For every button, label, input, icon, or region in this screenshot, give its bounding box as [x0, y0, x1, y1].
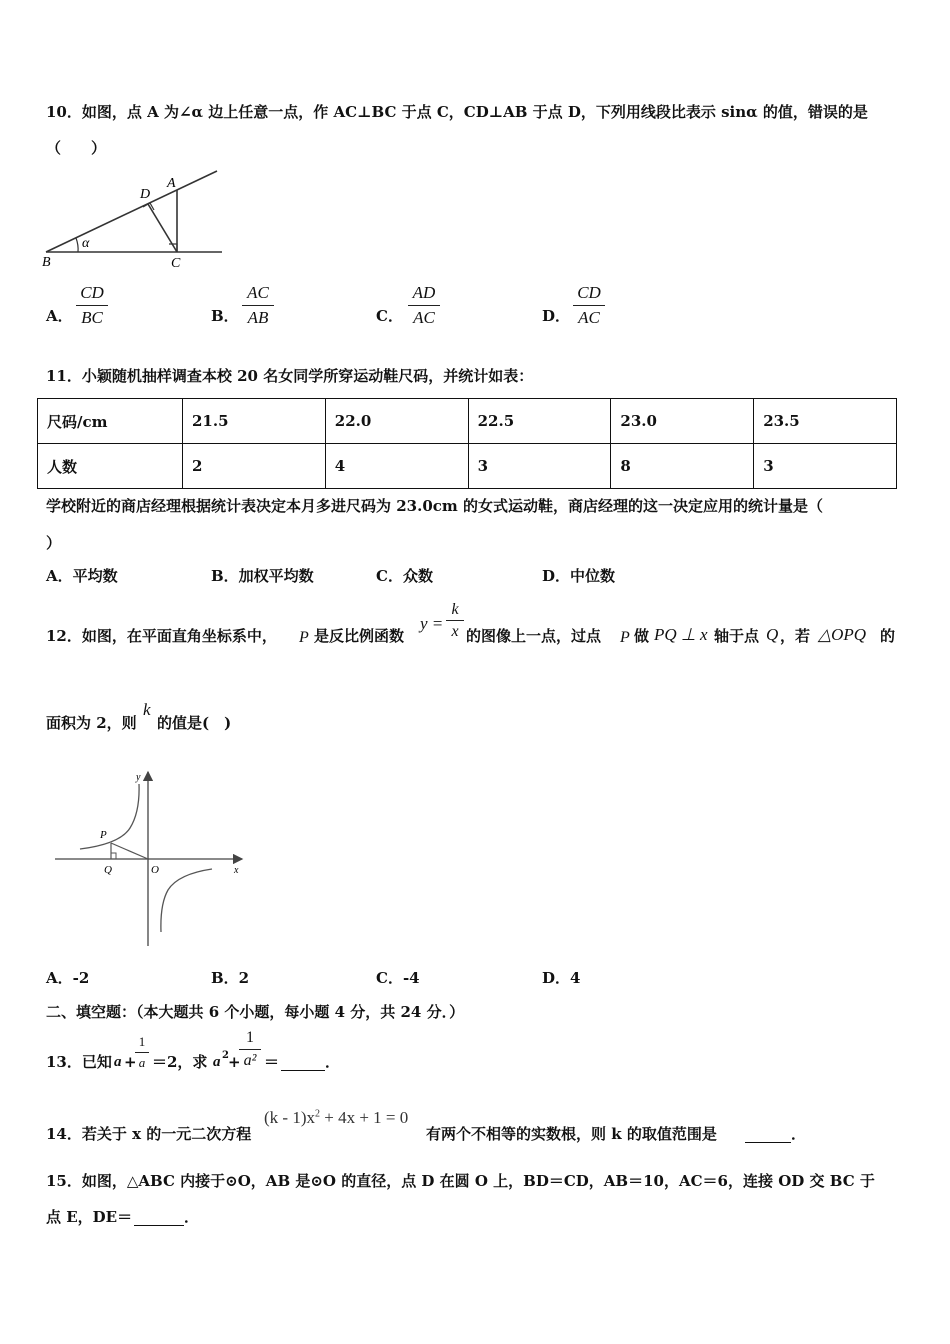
section-2-heading: 二、填空题：（本大题共 6 个小题，每小题 4 分，共 24 分．） — [46, 1003, 465, 1021]
q11-stem: 11．小颖随机抽样调查本校 20 名女同学所穿运动鞋尺码，并统计如表： — [46, 367, 534, 385]
q12-func-fraction — [446, 600, 464, 641]
q12-line2-b: 的值是( ) — [157, 714, 232, 732]
q11-option-a: A．平均数 — [46, 567, 118, 585]
q11-after-line2: ） — [46, 534, 62, 552]
q12-p2: P — [620, 629, 630, 646]
q10-option-d-fraction — [573, 282, 605, 329]
q10-label-a: A — [167, 176, 176, 191]
q14-eq-b: + 4x + 1 = 0 — [319, 1108, 409, 1127]
table-cell: 21.5 — [183, 399, 326, 444]
q14-equation — [264, 1108, 408, 1128]
q12-triangle: △OPQ — [818, 625, 867, 644]
table-cell: 尺码/cm — [38, 399, 183, 444]
q10-option-a-den: BC — [81, 308, 103, 327]
q13-f1-den: a — [138, 1055, 146, 1070]
table-row-size — [38, 399, 897, 444]
q12-label-p: P — [100, 829, 107, 841]
q10-option-d-den: AC — [578, 308, 600, 327]
q13-plus: + — [124, 1053, 137, 1071]
q12-label-o: O — [151, 864, 159, 876]
q12-stem-a: 12．如图，在平面直角坐标系中， — [46, 627, 277, 645]
q13-fraction-2 — [239, 1028, 261, 1071]
q10-option-d-letter: D． — [542, 307, 571, 325]
q10-label-d: D — [140, 187, 151, 202]
q12-option-c: C．-4 — [376, 969, 420, 987]
q12-stem-c: 的图像上一点，过点 — [466, 627, 602, 645]
q10-label-c: C — [171, 256, 181, 271]
q12-stem-f: ，若 — [780, 627, 811, 645]
table-cell: 4 — [325, 444, 468, 489]
table-cell: 22.5 — [468, 399, 611, 444]
q14-prefix: 14．若关于 x 的一元二次方程 — [46, 1125, 252, 1143]
q11-after-line1: 学校附近的商店经理根据统计表决定本月多进尺码为 23.0cm 的女式运动鞋，商店经理的这一决定应用的统计量是（ — [46, 497, 823, 515]
q13-plus2: + — [228, 1053, 241, 1071]
q10-option-c-num: AD — [412, 283, 436, 302]
q10-option-b-num: AC — [247, 283, 269, 302]
q13-a1: a — [114, 1054, 122, 1070]
q12-stem-b: 是反比例函数 — [314, 627, 405, 645]
q12-k: k — [143, 700, 151, 719]
q13-answer-blank[interactable] — [281, 1056, 325, 1071]
q11-option-d: D．中位数 — [542, 567, 616, 585]
q12-p1: P — [299, 629, 309, 646]
q10-option-a-fraction — [76, 282, 108, 329]
q12-label-x: x — [234, 865, 239, 876]
q14-answer-blank[interactable] — [745, 1128, 791, 1143]
q10-option-a-num: CD — [80, 283, 104, 302]
q10-option-c-den: AC — [413, 308, 435, 327]
q11-option-b: B．加权平均数 — [211, 567, 314, 585]
table-cell: 3 — [468, 444, 611, 489]
table-cell: 22.0 — [325, 399, 468, 444]
q12-stem-d: 做 — [634, 627, 650, 645]
q14-suffix: 有两个不相等的实数根，则 k 的取值范围是 — [426, 1125, 717, 1143]
q13-mid: ＝2，求 — [152, 1053, 208, 1071]
q15-line2-a: 点 E，DE＝ — [46, 1208, 133, 1226]
q13-f2-den: a² — [243, 1052, 257, 1069]
q14-end: ． — [791, 1125, 807, 1143]
q10-option-b-letter: B． — [211, 307, 239, 325]
q12-option-a: A．-2 — [46, 969, 90, 987]
q12-stem-e: 轴于点 — [714, 627, 760, 645]
q13-a2: a — [213, 1054, 221, 1070]
table-cell: 23.5 — [754, 399, 897, 444]
q15-answer-blank[interactable] — [134, 1211, 184, 1226]
q10-option-d-num: CD — [577, 283, 601, 302]
q12-label-y: y — [136, 772, 141, 783]
q10-label-alpha: α — [82, 236, 90, 251]
q13-end: ． — [325, 1053, 341, 1071]
q15-line2-b: ． — [184, 1208, 200, 1226]
q10-option-b-fraction — [242, 282, 274, 329]
q12-pq: PQ ⊥ x — [654, 625, 708, 644]
q10-option-a-letter: A． — [46, 307, 73, 325]
table-cell: 3 — [754, 444, 897, 489]
q11-option-c: C．众数 — [376, 567, 433, 585]
q10-stem-line1: 10．如图，点 A 为∠α 边上任意一点，作 AC⊥BC 于点 C，CD⊥AB 于点 D，下列用线段比表示 sinα 的值，错误的是 — [46, 103, 868, 121]
table-cell: 2 — [183, 444, 326, 489]
table-cell: 23.0 — [611, 399, 754, 444]
q14-eq-sup: 2 — [314, 1108, 320, 1120]
q12-option-d: D．4 — [542, 969, 581, 987]
q13-square: 2 — [222, 1050, 229, 1061]
q10-option-c-letter: C． — [376, 307, 403, 325]
q13-f2-num: 1 — [246, 1029, 254, 1046]
q13-prefix: 13．已知 — [46, 1053, 112, 1071]
q12-func-num: k — [451, 601, 459, 618]
q10-label-b: B — [42, 255, 51, 270]
q12-option-b: B．2 — [211, 969, 250, 987]
q13-f1-num: 1 — [138, 1034, 146, 1049]
q10-option-b-den: AB — [247, 308, 269, 327]
q12-hyperbola-figure — [50, 766, 250, 951]
table-cell: 8 — [611, 444, 754, 489]
q13-fraction-1 — [135, 1033, 149, 1072]
q12-func-den: x — [451, 623, 459, 640]
table-cell: 人数 — [38, 444, 183, 489]
table-row-count — [38, 444, 897, 489]
q15-line1: 15．如图，△ABC 内接于⊙O，AB 是⊙O 的直径，点 D 在圆 O 上，BD＝CD，AB＝10，AC＝6，连接 OD 交 BC 于 — [46, 1172, 875, 1190]
shoe-size-table — [37, 398, 897, 489]
q12-stem-g: 的 — [880, 627, 896, 645]
q10-triangle-figure — [40, 165, 225, 275]
q12-func-y: y = — [420, 614, 444, 633]
q12-line2-a: 面积为 2，则 — [46, 714, 137, 732]
q12-label-q: Q — [104, 864, 112, 876]
q10-option-c-fraction — [408, 282, 440, 329]
q14-eq-a: (k - 1)x — [264, 1108, 315, 1127]
q12-q: Q — [766, 625, 779, 644]
q13-eq: ＝ — [264, 1053, 280, 1071]
q10-stem-line2: （ ） — [46, 139, 107, 157]
